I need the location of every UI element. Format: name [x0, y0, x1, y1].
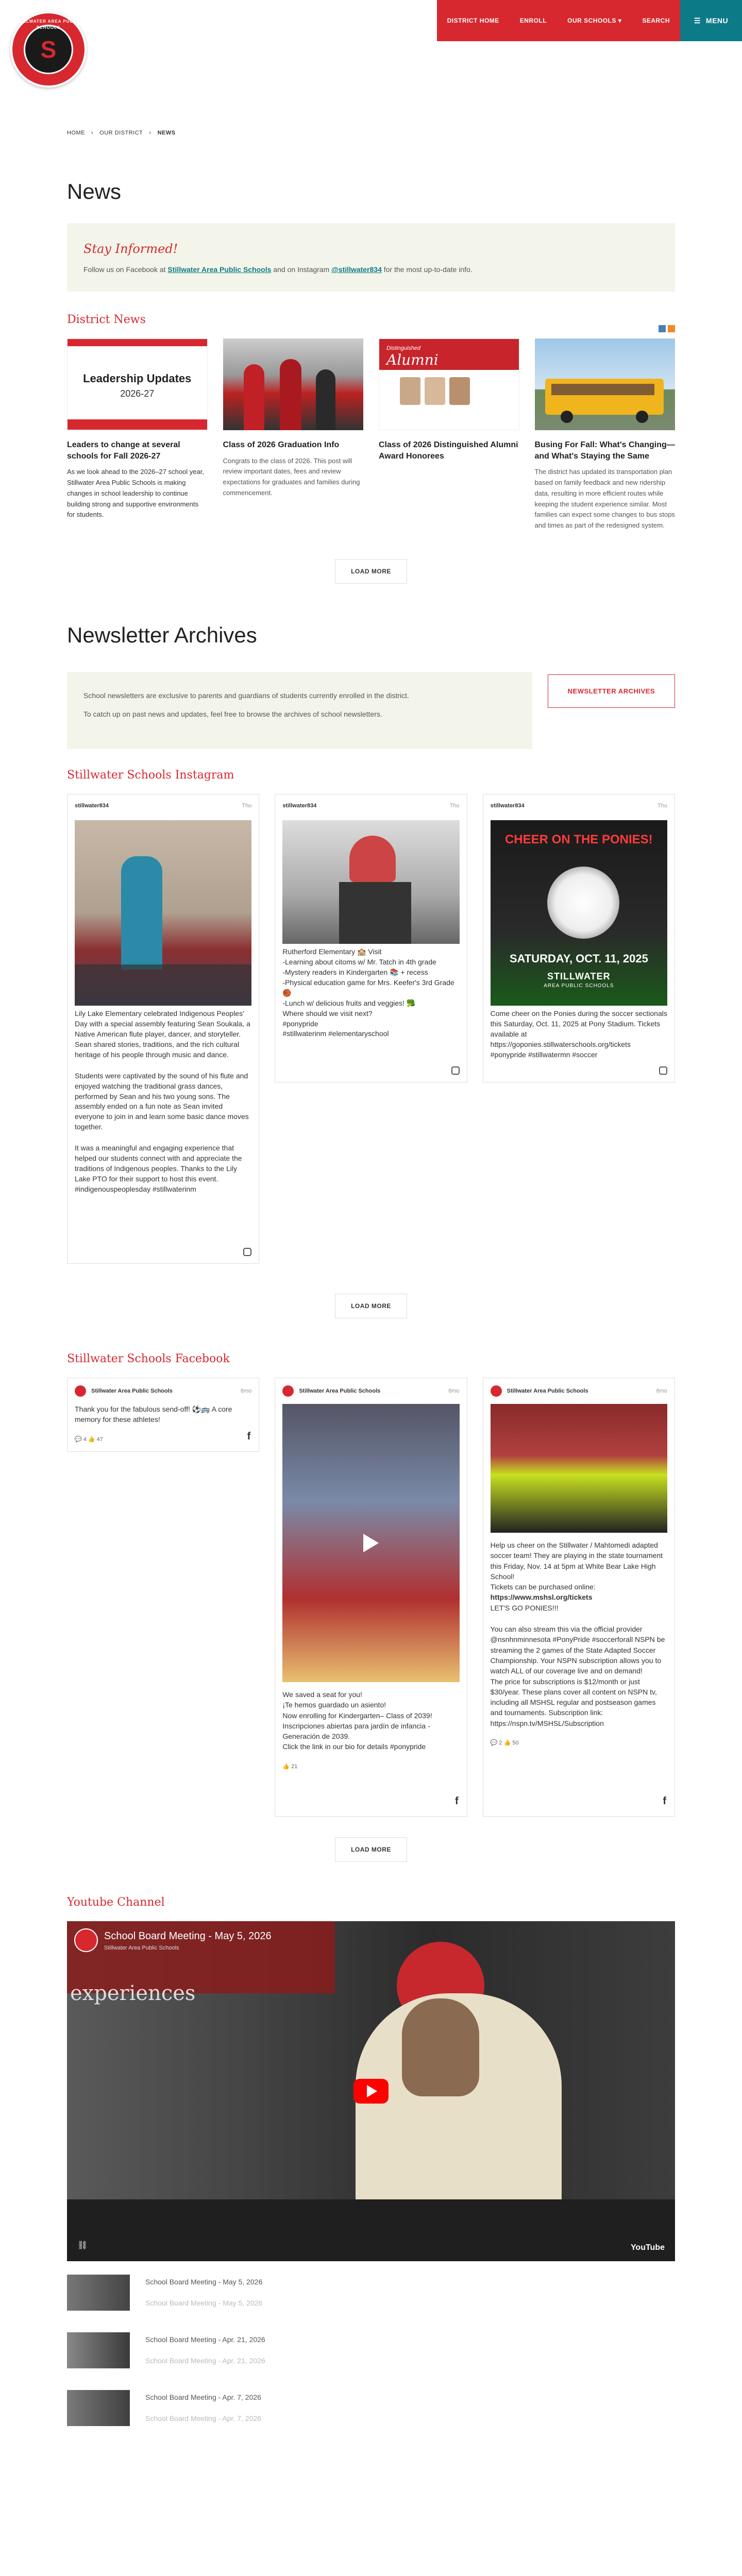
news-body: As we look ahead to the 2026–27 school year, Stillwater Area Public Schools is making changes in school leadership to continue building strong and supportive environments for students.	[67, 468, 204, 519]
instagram-post[interactable]: stillwater834 Thu CHEER ON THE PONIES! SATURDAY, OCT. 11, 2025 STILLWATER AREA PUBLIC SCHOOLS Come cheer on the Ponies during the soccer sectionals this Saturday, Oct. 11, 2025 at Pony Stadium. Tickets available at https://goponies.stillwaterschools.org/tickets #ponypride #stillwatermn #soccer	[483, 794, 675, 1082]
newsletter-line-2: To catch up on past news and updates, feel free to browse the archives of school newsletters.	[83, 710, 382, 719]
facebook-icon[interactable]: f	[454, 1795, 459, 1807]
video-thumbnail	[67, 2332, 130, 2368]
video-list-item[interactable]: School Board Meeting - Apr. 7, 2026 School Board Meeting - Apr. 7, 2026	[67, 2380, 675, 2437]
news-title[interactable]: Busing For Fall: What's Changing—and What's Staying the Same	[534, 440, 675, 461]
breadcrumb-our-district[interactable]: OUR DISTRICT	[99, 130, 143, 136]
facebook-title: Stillwater Schools Facebook	[67, 1352, 230, 1365]
news-card[interactable]	[223, 338, 364, 531]
instagram-icon[interactable]	[451, 1066, 460, 1075]
breadcrumb-current: NEWS	[157, 130, 176, 136]
play-icon	[367, 2085, 377, 2097]
newsletter-info-box	[67, 672, 532, 749]
news-image-bus	[535, 338, 676, 430]
nav-search[interactable]: SEARCH	[642, 17, 670, 24]
play-icon[interactable]	[363, 1534, 379, 1552]
instagram-title: Stillwater Schools Instagram	[67, 768, 234, 782]
youtube-play-button[interactable]	[353, 2079, 389, 2104]
avatar	[75, 1385, 86, 1397]
facebook-link[interactable]: Stillwater Area Public Schools	[167, 265, 272, 274]
rss-feed-icon[interactable]	[668, 325, 675, 332]
news-title[interactable]: Class of 2026 Distinguished Alumni Award Honorees	[379, 440, 518, 461]
link-icon[interactable]: ⛓	[77, 2241, 88, 2250]
news-image-leadership: Leadership Updates 2026-27	[67, 338, 208, 430]
facebook-meta: 👍 21	[282, 1763, 298, 1770]
district-news-title: District News	[67, 313, 146, 326]
instagram-image-soccer: CHEER ON THE PONIES! SATURDAY, OCT. 11, 2025 STILLWATER AREA PUBLIC SCHOOLS	[491, 820, 667, 1006]
facebook-load-more-button[interactable]: LOAD MORE	[335, 1837, 407, 1862]
instagram-grid	[67, 794, 675, 1264]
stay-informed-box	[67, 223, 675, 292]
newsletter-line-1: School newsletters are exclusive to parents and guardians of students currently enrolled in the district.	[83, 691, 409, 700]
menu-button[interactable]: ☰ MENU	[680, 0, 742, 41]
channel-avatar[interactable]	[74, 1928, 98, 1952]
pony-logo-icon: S	[24, 25, 73, 74]
news-load-more-button[interactable]: LOAD MORE	[335, 559, 407, 584]
hamburger-icon: ☰	[694, 16, 701, 25]
news-body: The district has updated its transportation plan based on family feedback and new ridership data, resulting in more efficient routes while keeping the student experience similar. Most families can expect some changes to bus stops and times as part of the redesigned system.	[534, 468, 675, 530]
breadcrumb-home[interactable]: HOME	[67, 130, 85, 136]
instagram-post[interactable]: stillwater834 Thu Rutherford Elementary 🏫 Visit -Learning about citoms w/ Mr. Tatch in 4th grade -Mystery readers in Kindergarten 📚 + recess -Physical education game for Mrs. Keefer's 3rd Grade 🏀 -Lunch w/ delicious fruits and veggies! 🥦 Where should we visit next? #ponypride #stillwaterinm #elementaryschool	[275, 794, 467, 1082]
instagram-icon[interactable]	[243, 1248, 251, 1256]
stay-informed-text: Follow us on Facebook at Stillwater Area Public Schools and on Instagram @stillwater834 for the most up-to-date info.	[83, 265, 473, 274]
video-list-item[interactable]: School Board Meeting - Apr. 21, 2026 School Board Meeting - Apr. 21, 2026	[67, 2322, 675, 2380]
news-body: Congrats to the class of 2026. This post will review important dates, fees and review expectations for graduates and families during commencement.	[223, 456, 360, 497]
facebook-image-soccer-team	[491, 1404, 667, 1533]
youtube-player[interactable]: experiences School Board Meeting - May 5, 2026 Stillwater Area Public Schools ⛓ YouTube	[67, 1921, 675, 2261]
avatar	[491, 1385, 502, 1397]
video-thumbnail	[67, 2275, 130, 2311]
stay-informed-heading: Stay Informed!	[83, 242, 178, 256]
video-channel: Stillwater Area Public Schools	[104, 1944, 179, 1951]
news-title[interactable]: Class of 2026 Graduation Info	[223, 440, 340, 449]
facebook-image-classroom	[282, 1404, 459, 1682]
rss-icon[interactable]	[659, 325, 666, 332]
instagram-post[interactable]: stillwater834 Thu Lily Lake Elementary celebrated Indigenous Peoples' Day with a special assembly featuring Sean Soukala, a Native American flute player, dancer, and storyteller. Sean shared stories, traditions, and the rich cultural heritage of his people through music and dance. Students were captivated by the sound of his flute and enjoyed watching the traditional grass dances, performed by Sean and his two young sons. The assembly ended on a fun note as Sean invited everyone to join in and learn some basic dance moves together. It was a meaningful and engaging experience that helped our students connect with and appreciate the traditions of Indigenous peoples. Thanks to the Lily Lake PTO for their support to host this event. #indigenouspeoplesday #stillwaterinm	[67, 794, 259, 1264]
video-thumbnail	[67, 2390, 130, 2426]
youtube-logo[interactable]: YouTube	[630, 2243, 665, 2252]
top-nav	[437, 0, 742, 41]
page-title: News	[67, 179, 122, 204]
rss-icons	[659, 325, 675, 332]
video-list	[67, 2264, 675, 2437]
news-card[interactable]	[379, 338, 519, 531]
nav-district-home[interactable]: DISTRICT HOME	[447, 17, 499, 24]
instagram-icon[interactable]	[659, 1066, 667, 1075]
district-logo[interactable]	[10, 11, 87, 88]
instagram-link[interactable]: @stillwater834	[331, 265, 382, 274]
instagram-image-assembly	[75, 820, 251, 1006]
video-title[interactable]: School Board Meeting - May 5, 2026	[104, 1930, 272, 1942]
district-news-grid	[67, 338, 675, 531]
facebook-post[interactable]: Stillwater Area Public Schools 8mo We saved a seat for you! ¡Te hemos guardado un asiento! Now enrolling for Kindergarten– Class of 2039! Inscripciones abiertas para jardín de infancia - Generación de 2039. Click the link in our bio for details #ponypride 👍 21 f	[275, 1378, 467, 1817]
newsletter-archives-title: Newsletter Archives	[67, 622, 257, 647]
avatar	[282, 1385, 294, 1397]
newsletter-section	[67, 672, 675, 749]
instagram-image-classroom	[282, 820, 459, 944]
news-card[interactable]	[67, 338, 208, 531]
nav-our-schools[interactable]: OUR SCHOOLS ▾	[567, 17, 622, 24]
news-image-graduation	[223, 338, 364, 430]
instagram-load-more-button[interactable]: LOAD MORE	[335, 1294, 407, 1318]
facebook-icon[interactable]: f	[663, 1795, 666, 1807]
facebook-icon[interactable]: f	[247, 1430, 251, 1442]
youtube-title: Youtube Channel	[67, 1895, 165, 1909]
facebook-post[interactable]: Stillwater Area Public Schools 8mo Thank you for the fabulous send-off! ⚽🚌 A core memory for these athletes! 💬 4 👍 47 f	[67, 1378, 259, 1452]
news-title[interactable]: Leaders to change at several schools for Fall 2026-27	[67, 440, 180, 461]
video-list-item[interactable]: School Board Meeting - May 5, 2026 School Board Meeting - May 5, 2026	[67, 2264, 675, 2322]
facebook-grid	[67, 1378, 675, 1817]
news-card[interactable]	[535, 338, 676, 531]
newsletter-archives-button[interactable]: NEWSLETTER ARCHIVES	[548, 674, 675, 708]
nav-enroll[interactable]: ENROLL	[519, 17, 547, 24]
breadcrumb: HOME › OUR DISTRICT › NEWS	[67, 129, 176, 138]
facebook-meta: 💬 2 👍 50	[490, 1740, 519, 1747]
news-image-alumni: Distinguished Alumni	[379, 338, 519, 430]
facebook-meta: 💬 4 👍 47	[75, 1436, 103, 1443]
facebook-post[interactable]: Stillwater Area Public Schools 8mo Help us cheer on the Stillwater / Mahtomedi adapted soccer team! They are playing in the state tournament this Friday, Nov. 14 at 5pm at White Bear Lake High School! Tickets can be purchased online: https://www.mshsl.org/tickets LET'S GO PONIES!!! You can also stream this via the official provider @nsnhnminnesota #PonyPride #soccerforall NSPN be streaming the 2 games of the State Adapted Soccer Championship. Your NSPN subscription allows you to watch ALL of our coverage live and on demand! The price for subscriptions is $12/month or just $30/year. These plans cover all content on NSPN tv, including all MSHSL regular and postseason games and tournaments. Subscription link: https://nspn.tv/MSHSL/Subscription 💬 2 👍 50 f	[483, 1378, 675, 1817]
logo-ring-text: STILLWATER AREA PUBLIC SCHOOLS	[15, 19, 82, 30]
